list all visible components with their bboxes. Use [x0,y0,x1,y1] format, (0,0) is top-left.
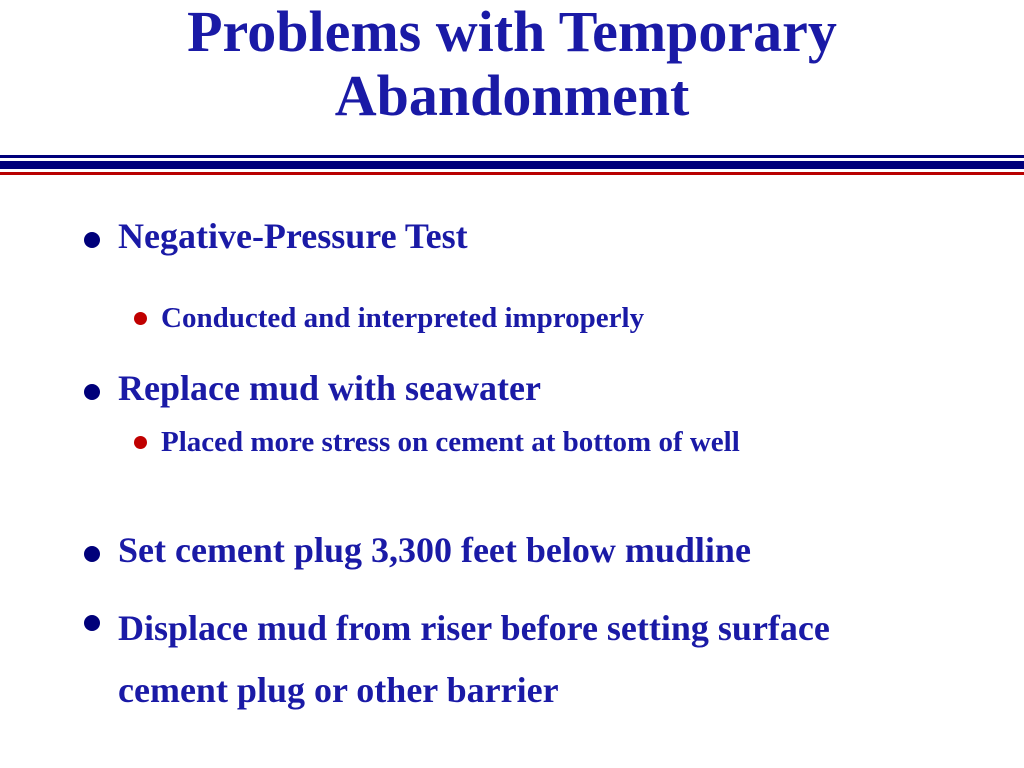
title-line-1: Problems with Temporary [187,0,837,64]
sub-bullet-text: Conducted and interpreted improperly [161,302,645,334]
bullet-dot-icon [84,615,100,631]
bullet-dot-icon [84,232,100,248]
title-divider-red [0,172,1024,175]
bullet-item [84,528,938,572]
sub-bullet-item [134,424,901,460]
bullet-dot-icon [84,384,100,400]
bullet-item [84,366,938,410]
bullet-text: Displace mud from riser before setting surface cement plug or other barrier [118,608,830,710]
bullet-dot-icon [84,546,100,562]
sub-bullet-dot-icon [134,436,147,449]
sub-bullet-dot-icon [134,312,147,325]
title-line-2: Abandonment [334,63,690,128]
slide-title [0,0,1024,128]
sub-bullet-text: Placed more stress on cement at bottom of well [161,426,740,458]
bullet-text: Set cement plug 3,300 feet below mudline [118,530,751,570]
bullet-text: Negative-Pressure Test [118,216,468,256]
sub-bullet-item [134,300,901,336]
bullet-item [84,597,938,721]
bullet-text: Replace mud with seawater [118,368,541,408]
title-divider-blue-thick [0,161,1024,169]
bullet-item [84,214,938,258]
title-divider-blue-thin [0,155,1024,158]
